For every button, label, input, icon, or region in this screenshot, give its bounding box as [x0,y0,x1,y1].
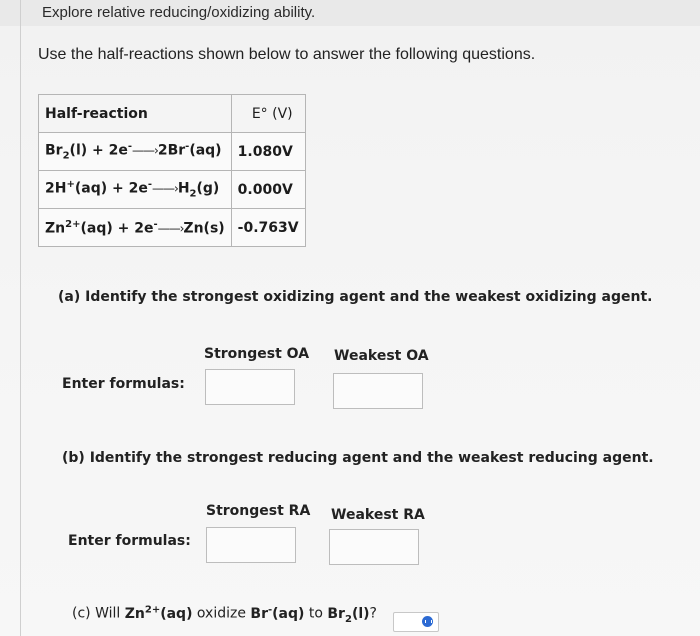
header-e0: E° (V) [231,95,305,133]
strongest-ra-label: Strongest RA [206,503,311,519]
strongest-ra-input[interactable] [206,527,296,563]
question-a: (a) Identify the strongest oxidizing agent and the weakest oxidizing agent. [58,289,653,305]
left-margin-line [20,0,21,636]
weakest-ra-label: Weakest RA [331,507,425,523]
intro-text: Use the half-reactions shown below to answer the following questions. [38,46,536,63]
weakest-oa-label: Weakest OA [334,348,429,364]
chevron-circle-icon [422,616,433,627]
enter-formulas-label-b: Enter formulas: [68,533,191,549]
half-reaction-table [38,94,306,247]
table-row [39,133,306,171]
weakest-oa-input[interactable] [333,373,423,409]
header-half-reaction: Half-reaction [39,95,232,133]
enter-formulas-label-a: Enter formulas: [62,376,185,392]
e0-cell: 0.000V [231,171,305,209]
page-heading: Explore relative reducing/oxidizing ability. [42,4,316,21]
answer-select[interactable] [393,612,439,632]
reaction-arrow: ——› [152,181,178,196]
question-b: (b) Identify the strongest reducing agent and the weakest reducing agent. [62,450,654,466]
table-header-row [39,95,306,133]
strongest-oa-input[interactable] [205,369,295,405]
table-row [39,209,306,247]
reaction-arrow: ——› [132,143,158,158]
e0-cell: 1.080V [231,133,305,171]
reaction-cell: $2H^+(aq) + 2e^-——›H_2(g)$ [39,171,232,209]
weakest-ra-input[interactable] [329,529,419,565]
strongest-oa-label: Strongest OA [204,346,310,362]
reaction-arrow: ——› [157,221,184,236]
e0-cell: -0.763V [231,209,305,247]
reaction-cell: $Br_2(l)$ + 2e-——›2Br-(aq) [39,133,232,171]
reaction-cell: $Zn^{2+}(aq)$ + 2e-——›Zn(s) [39,209,232,247]
table-row [39,171,306,209]
question-c: (c) Will $Zn^{2+}(aq)$ oxidize Br-(aq) to $Br_2(l)$? [72,604,377,625]
